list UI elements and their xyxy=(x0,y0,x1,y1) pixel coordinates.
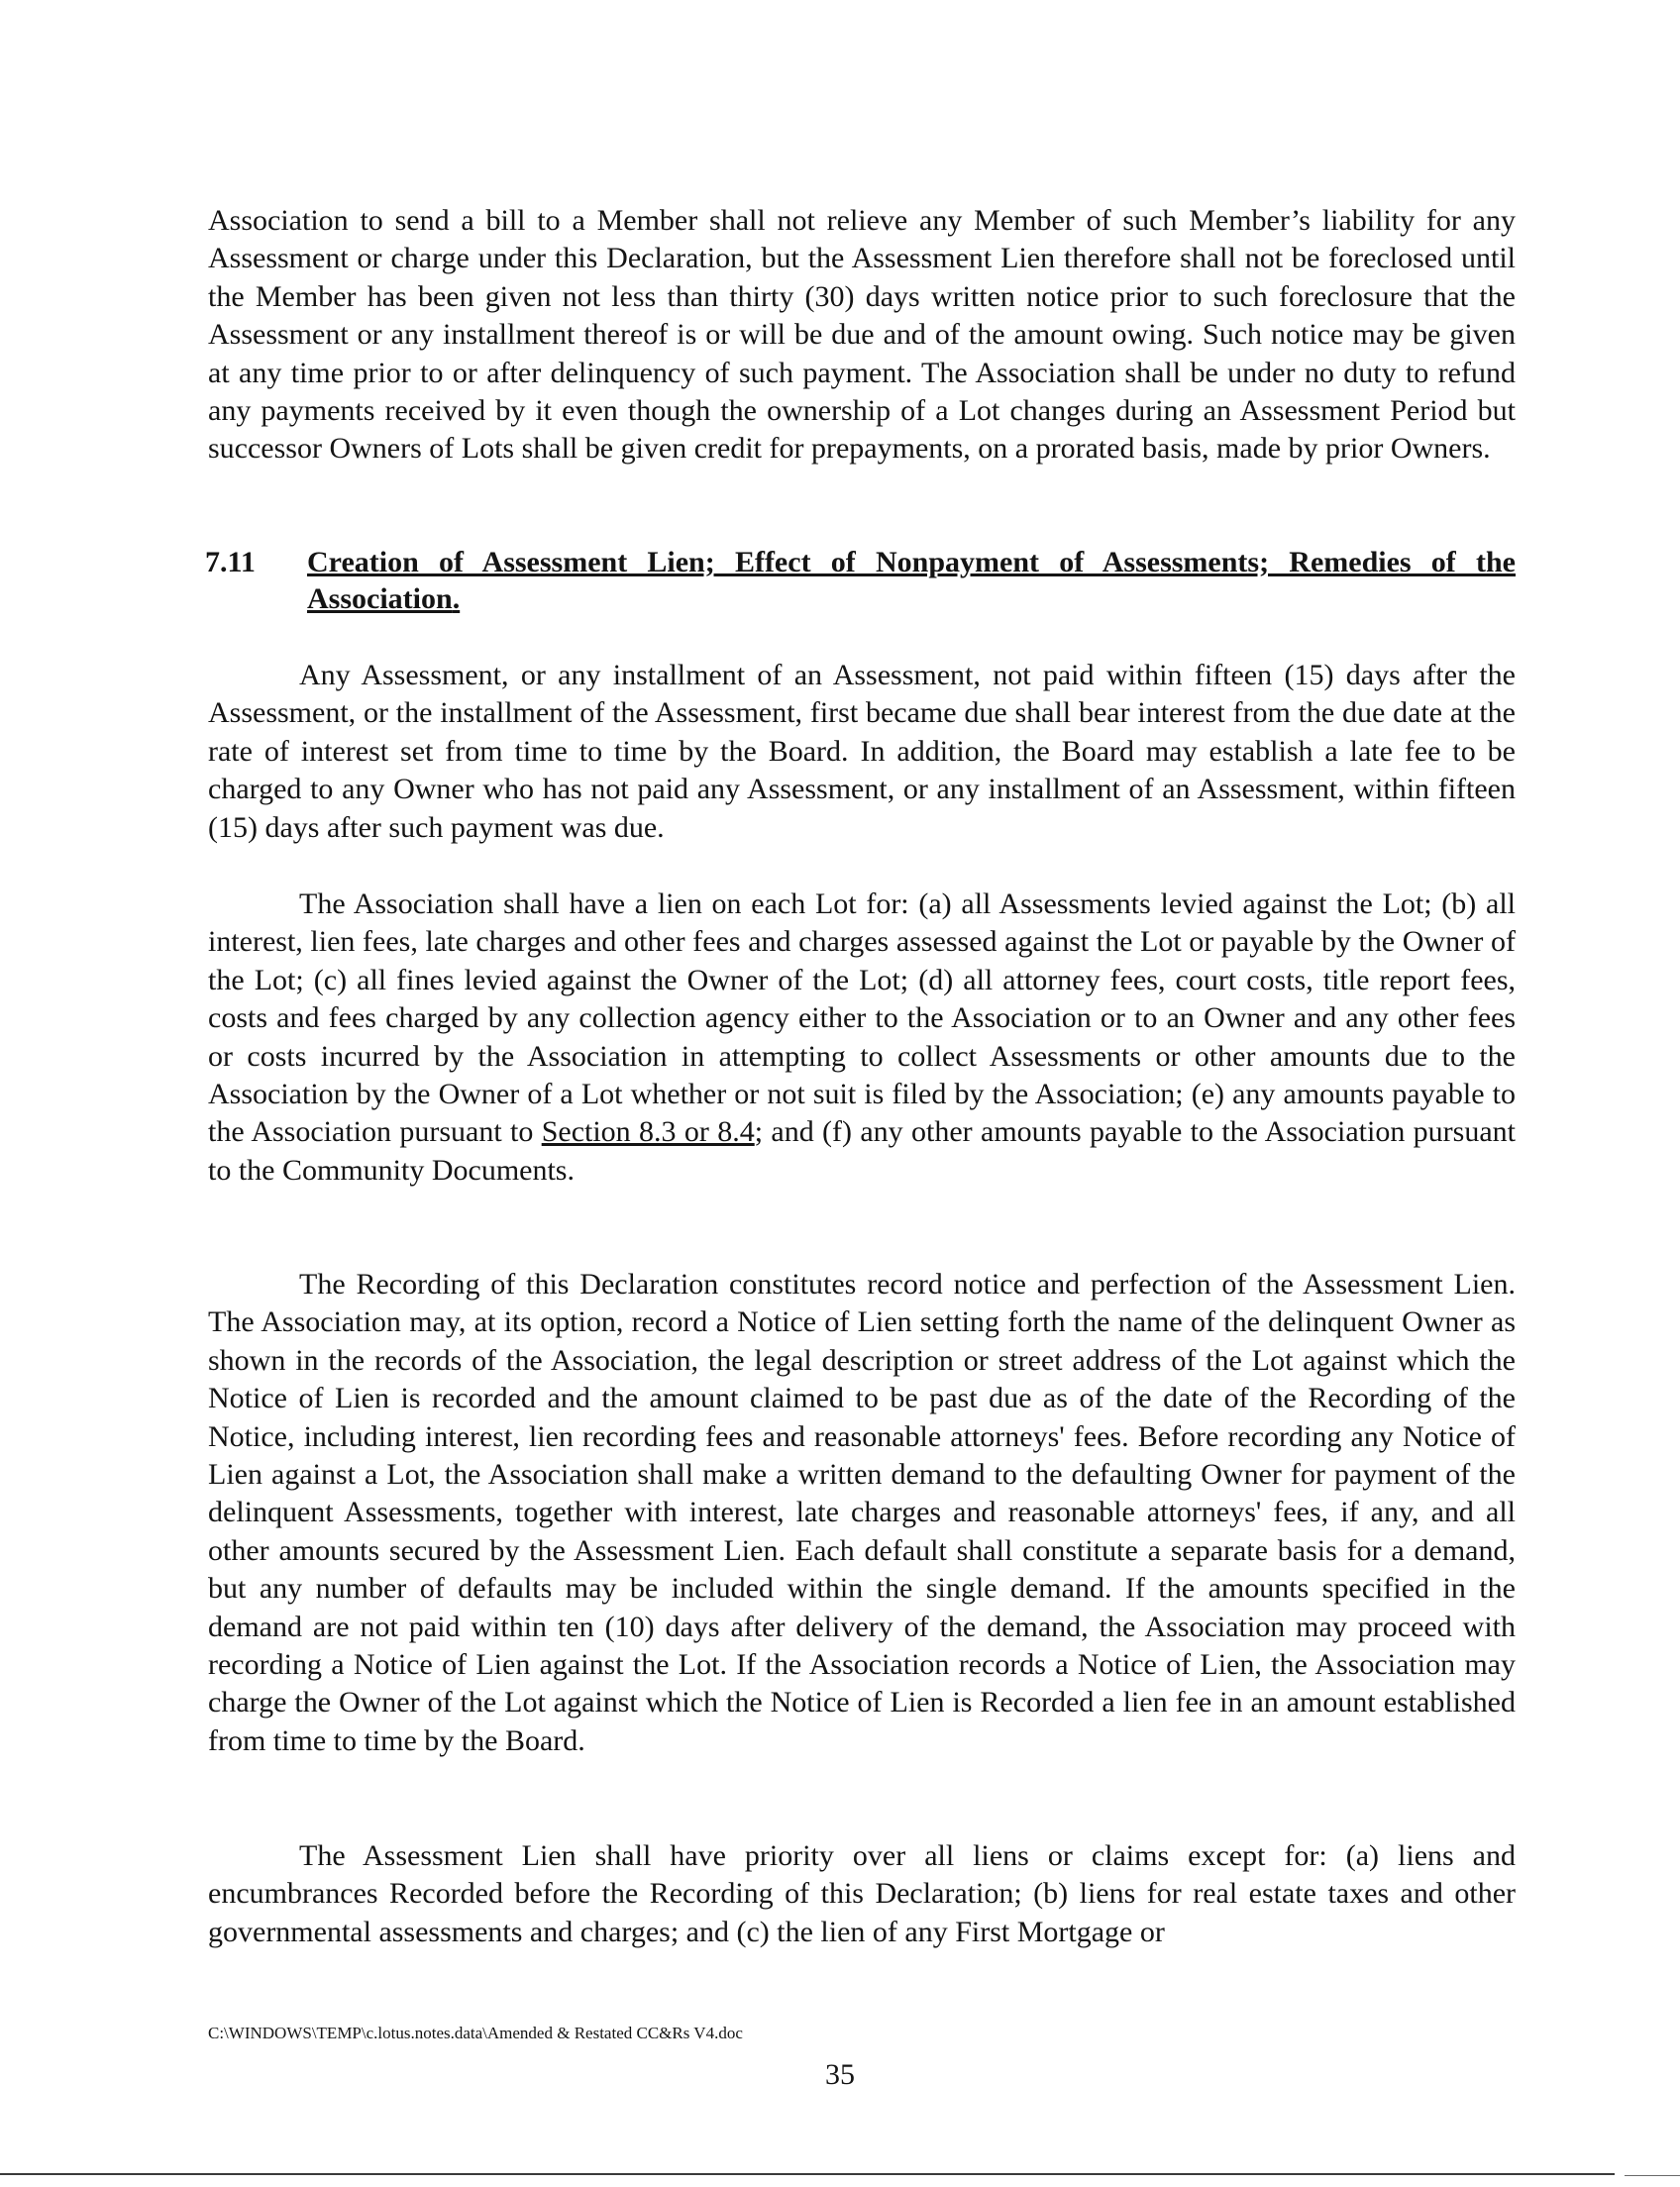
footer-file-path: C:\WINDOWS\TEMP\c.lotus.notes.data\Amended & Restated CC&Rs V4.doc xyxy=(208,2024,743,2042)
scan-edge-line xyxy=(0,2173,1615,2175)
paragraph-lien-items-text-a: The Association shall have a lien on each Lot for: (a) all Assessments levied against the Lot; (b) all interest, lien fees, late charges and other fees and charges assessed against the Lot or payable by the Owner of the Lot; (c) all fines levied against the Owner of the Lot; (d) all attorney fees, court costs, title report fees, costs and fees charged by any collection agency either to the Association or to an Owner and any other fees or costs incurred by the Association in attempting to collect Assessments or other amounts due to the Association by the Owner of a Lot whether or not suit is filed by the Association; (e) any amounts payable to the Association pursuant to xyxy=(208,887,1516,1149)
section-title-period: . xyxy=(452,582,461,615)
paragraph-lien-items-text-b: ; and (f) any other amounts payable to the Association pursuant to the Community Documents. xyxy=(208,1115,1516,1187)
section-title-wrap xyxy=(307,544,1516,617)
paragraph-recording: The Recording of this Declaration constitutes record notice and perfection of the Assessment Lien. The Association may, at its option, record a Notice of Lien setting forth the name of the delinquent Owner as shown in the records of the Association, the legal description or street address of the Lot against which the Notice of Lien is recorded and the amount claimed to be past due as of the date of the Recording of the Notice, including interest, lien recording fees and reasonable attorneys' fees. Before recording any Notice of Lien against a Lot, the Association shall make a written demand to the defaulting Owner for payment of the delinquent Assessments, together with interest, late charges and reasonable attorneys' fees, if any, and all other amounts secured by the Assessment Lien. Each default shall constitute a separate basis for a demand, but any number of defaults may be included within the single demand. If the amounts specified in the demand are not paid within ten (10) days after delivery of the demand, the Association may proceed with recording a Notice of Lien against the Lot. If the Association records a Notice of Lien, the Association may charge the Owner of the Lot against which the Notice of Lien is Recorded a lien fee in an amount established from time to time by the Board. xyxy=(208,1268,1516,1757)
section-reference-link: Section 8.3 or 8.4 xyxy=(541,1115,755,1149)
paragraph-priority: The Assessment Lien shall have priority over all liens or claims except for: (a) liens and encumbrances Recorded before the Recording of this Declaration; (b) liens for real estate taxes and other governmental assessments and charges; and (c) the lien of any First Mortgage or xyxy=(208,1839,1516,1948)
paragraph-late-payment: Any Assessment, or any installment of an Assessment, not paid within fifteen (15) days after the Assessment, or the installment of the Assessment, first became due shall bear interest from the due date at the rate of interest set from time to time by the Board. In addition, the Board may establish a late fee to be charged to any Owner who has not paid any Assessment, or any installment of an Assessment, within fifteen (15) days after such payment was due. xyxy=(208,659,1516,844)
page-number: 35 xyxy=(825,2058,855,2091)
scan-edge-line-end xyxy=(1625,2175,1680,2176)
section-title: Creation of Assessment Lien; Effect of Nonpayment of Assessments; Remedies of the Association xyxy=(307,546,1516,615)
paragraph-intro: Association to send a bill to a Member shall not relieve any Member of such Member’s liability for any Assessment or charge under this Declaration, but the Assessment Lien therefore shall not be foreclosed until the Member has been given not less than thirty (30) days written notice prior to such foreclosure that the Assessment or any installment thereof is or will be due and of the amount owing. Such notice may be given at any time prior to or after delinquency of such payment. The Association shall be under no duty to refund any payments received by it even though the ownership of a Lot changes during an Assessment Period but successor Owners of Lots shall be given credit for prepayments, on a prorated basis, made by prior Owners. xyxy=(208,204,1516,466)
paragraph-lien-items xyxy=(208,885,1516,1190)
section-heading xyxy=(205,544,1516,617)
section-number: 7.11 xyxy=(205,546,256,578)
